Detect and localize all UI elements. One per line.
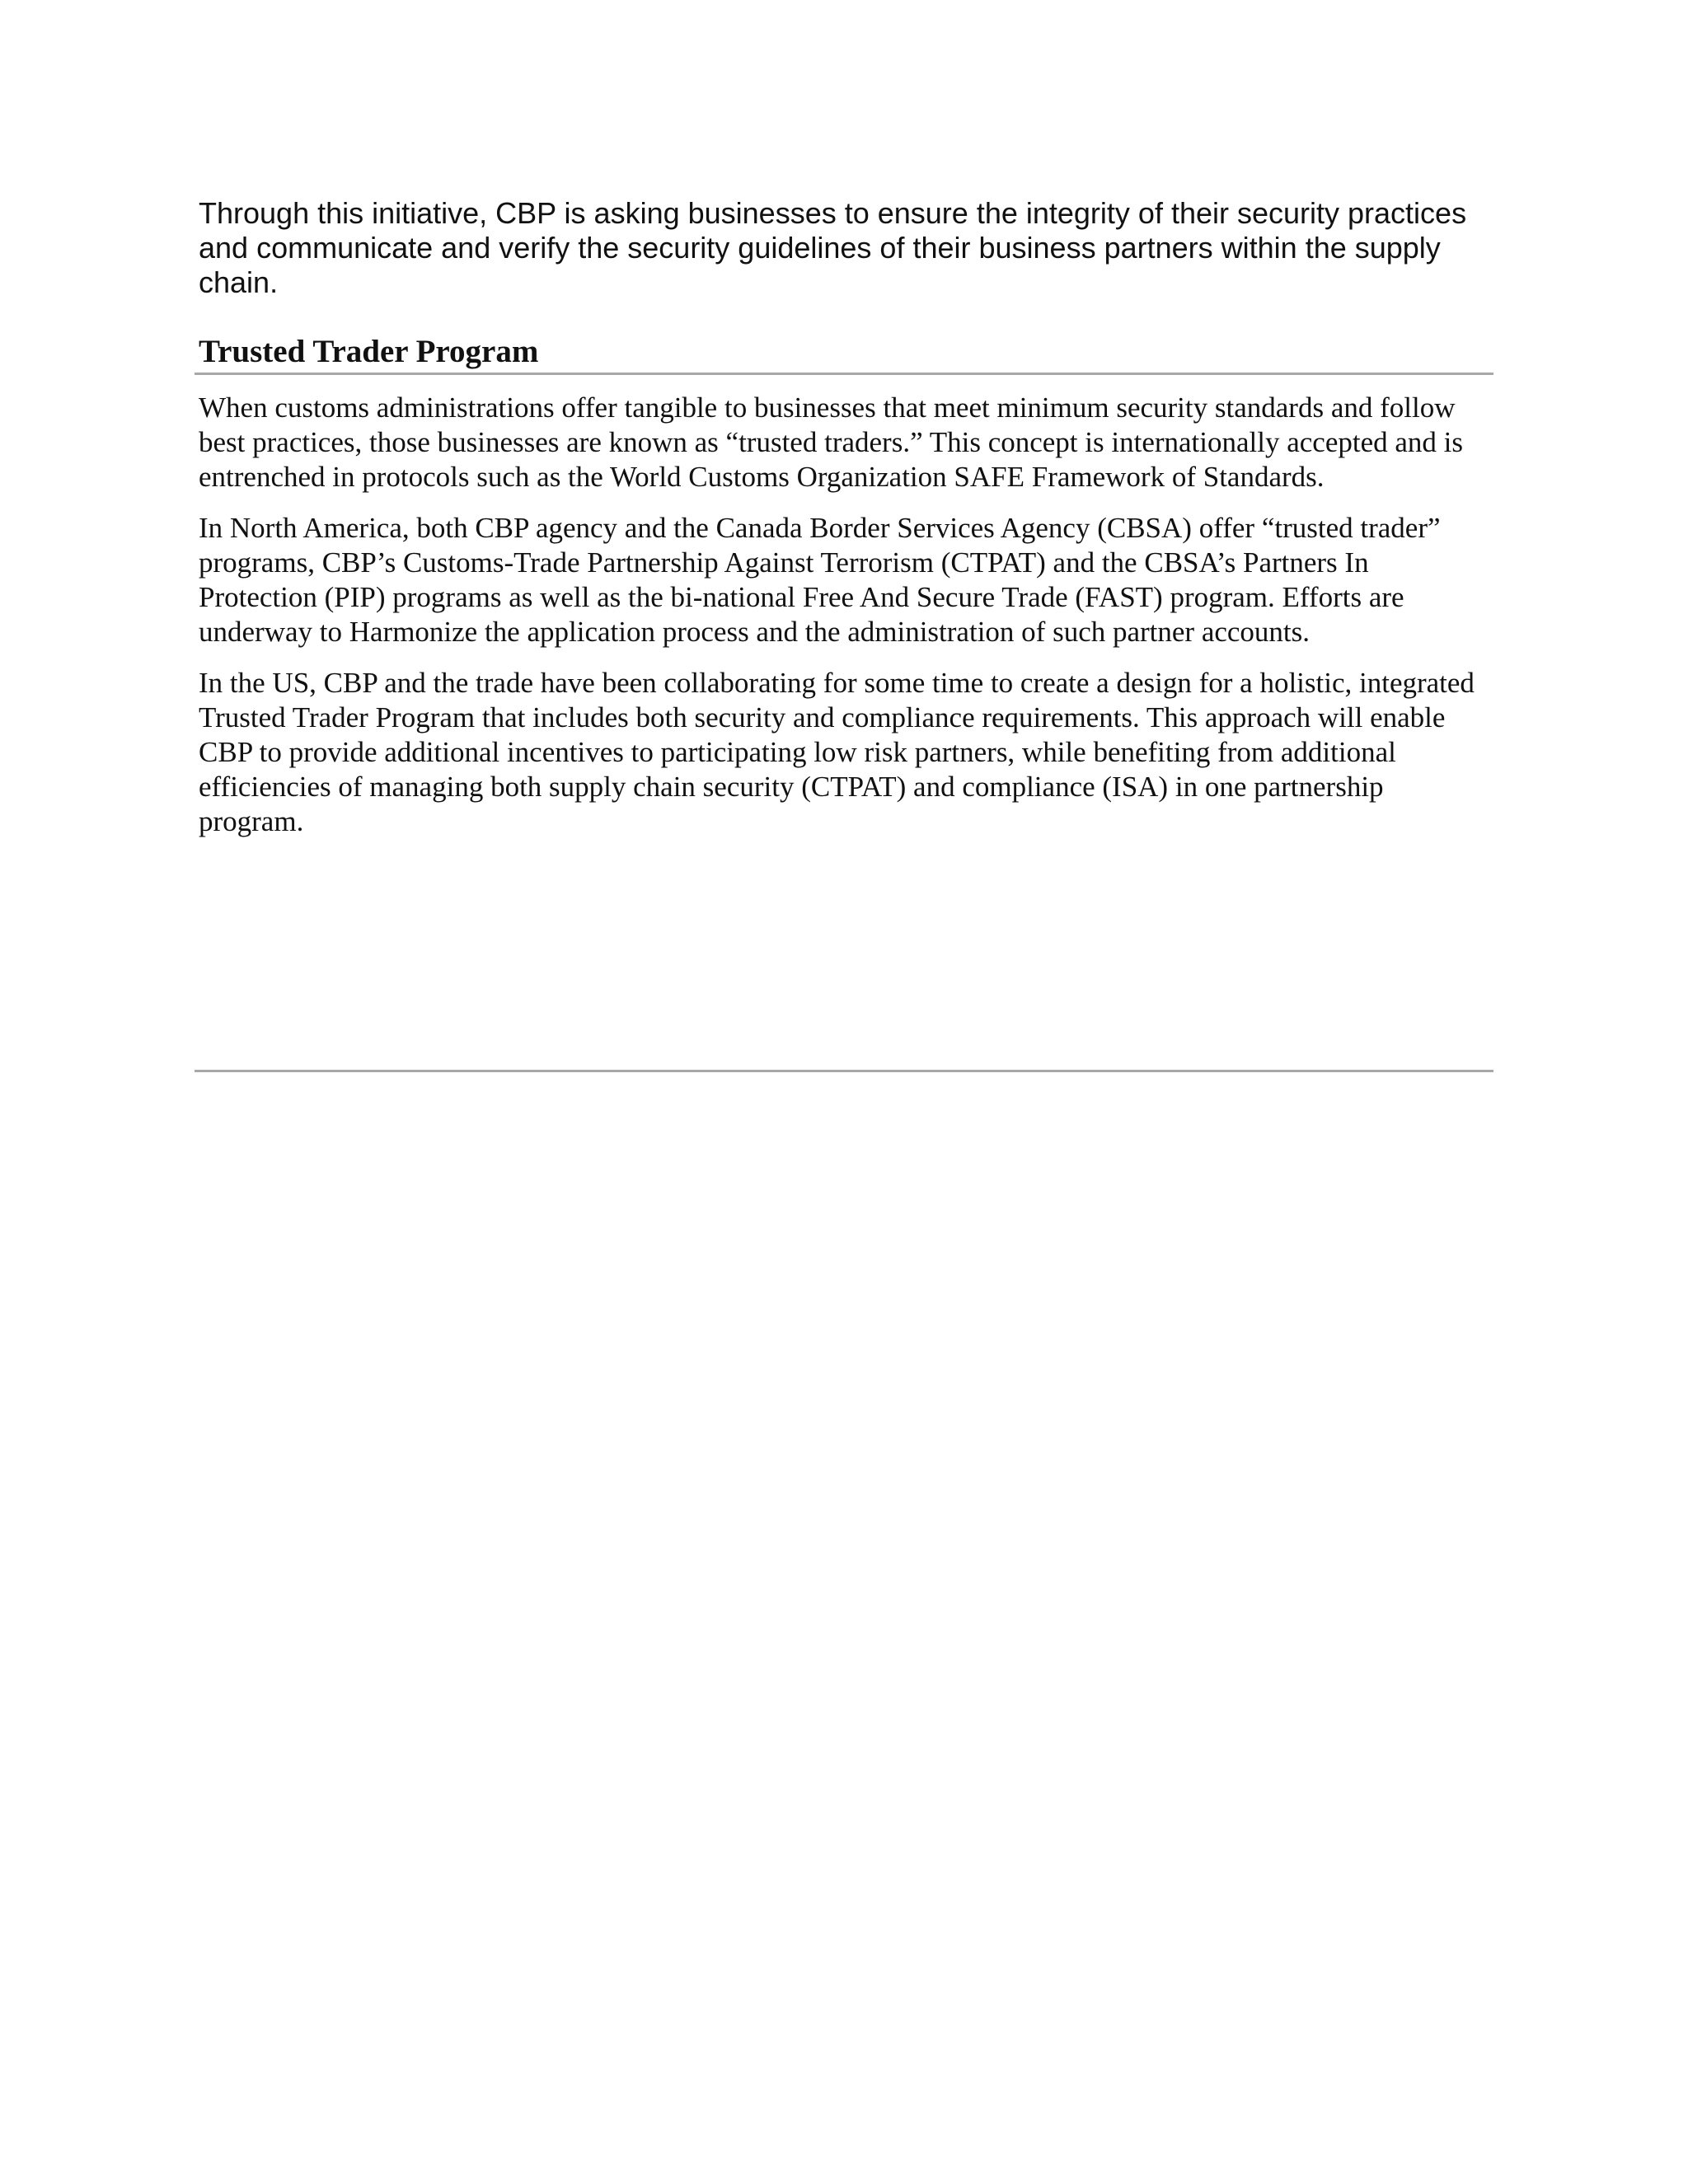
body-paragraph: When customs administrations offer tangible to businesses that meet minimum security standards and follow best practices, those businesses are known as “trusted traders.” This concept is internationally accepted and is entrenched in protocols such as the World Customs Organization SAFE Framework of Standards. bbox=[199, 391, 1464, 493]
body-paragraph: In North America, both CBP agency and the Canada Border Services Agency (CBSA) offer “trusted trader” programs, CBP’s Customs-Trade Partnership Against Terrorism (CTPAT) and the CBSA’s Partners In Protection (PIP) programs as well as the bi-national Free And Secure Trade (FAST) program. Efforts are underway to Harmonize the application process and the administration of such partner accounts. bbox=[199, 512, 1441, 648]
section-divider-bottom bbox=[195, 1070, 1493, 1072]
body-paragraph: In the US, CBP and the trade have been collaborating for some time to create a design for a holistic, integrated Trusted Trader Program that includes both security and compliance requirements. This approach will enable CBP to provide additional incentives to participating low risk partners, while benefiting from additional efficiencies of managing both supply chain security (CTPAT) and compliance (ISA) in one partnership program. bbox=[199, 667, 1475, 837]
section-heading: Trusted Trader Program bbox=[199, 334, 539, 369]
intro-paragraph: Through this initiative, CBP is asking businesses to ensure the integrity of their security practices and communicate and verify the security guidelines of their business partners within the supply chain. bbox=[199, 196, 1467, 299]
section-body bbox=[199, 391, 1493, 855]
section-divider-top bbox=[195, 373, 1493, 375]
